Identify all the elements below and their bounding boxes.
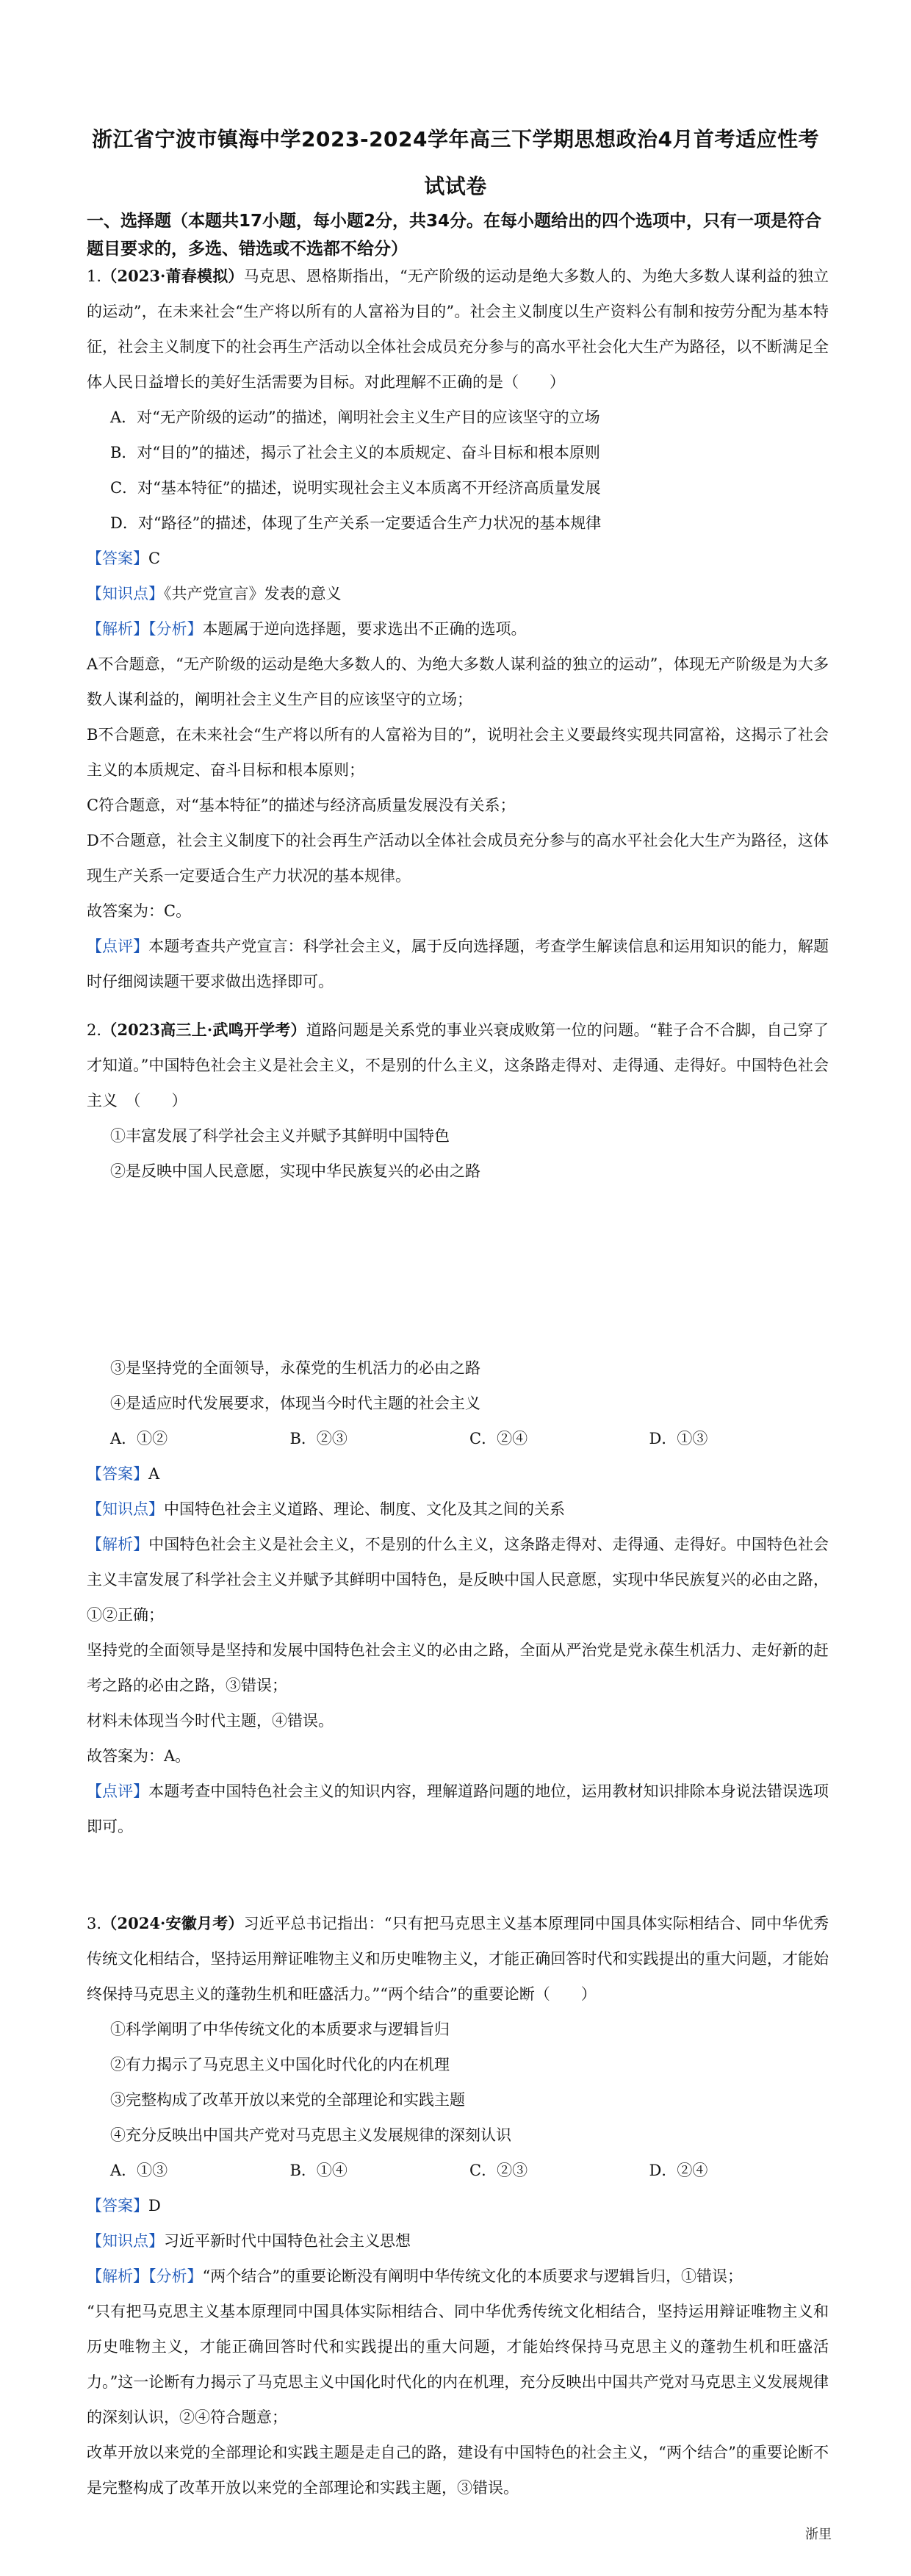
q3-options bbox=[87, 2153, 829, 2188]
page-footer: 浙里 bbox=[805, 2527, 832, 2542]
q2-option-d: D．①③ bbox=[649, 1430, 708, 1447]
q3-analysis-line: “只有把马克思主义基本原理同中国具体实际相结合、同中华优秀传统文化相结合，坚持运用辩证唯物主义和历史唯物主义，才能正确回答时代和实践提出的重大问题，才能始终保持马克思主义的蓬勃生机和旺盛活力。”这一论断有力揭示了马克思主义中国化时代化的内在机理，充分反映出中国共产党对马克思主义发展规律的深刻认识，②④符合题意； bbox=[87, 2303, 829, 2426]
q2-option-c: C．②④ bbox=[469, 1430, 528, 1447]
q1-analysis-line: C符合题意，对“基本特征”的描述与经济高质量发展没有关系； bbox=[87, 796, 516, 814]
section-heading: 一、选择题（本题共17小题，每小题2分，共34分。在每小题给出的四个选项中，只有一项是符合题目要求的，多选、错选或不选都不给分） bbox=[87, 212, 822, 259]
q3-option-a: A．①③ bbox=[110, 2162, 168, 2179]
q2-knowledge: 【知识点】中国特色社会主义道路、理论、制度、文化及其之间的关系 bbox=[87, 1500, 565, 1518]
q1-option-b: B．对“目的”的描述，揭示了社会主义的本质规定、奋斗目标和根本原则 bbox=[110, 444, 600, 461]
q3-item-3: ③完整构成了改革开放以来党的全部理论和实践主题 bbox=[110, 2091, 465, 2109]
question-2 bbox=[87, 1012, 829, 1189]
q1-comment: 【点评】本题考查共产党宣言：科学社会主义，属于反向选择题，考查学生解读信息和运用知识的能力，解题时仔细阅读题干要求做出选择即可。 bbox=[87, 938, 829, 990]
q3-option-d: D．②④ bbox=[649, 2162, 708, 2179]
q3-option-b: B．①④ bbox=[289, 2162, 348, 2179]
q2-answer: 【答案】A bbox=[87, 1465, 160, 1483]
q3-item-2: ②有力揭示了马克思主义中国化时代化的内在机理 bbox=[110, 2056, 450, 2073]
question-2-continued bbox=[87, 1350, 829, 1844]
q2-options bbox=[87, 1421, 829, 1456]
question-1-stem: 1.（2023·莆春模拟）马克思、恩格斯指出，“无产阶级的运动是绝大多数人的、为绝大多数人谋利益的独立的运动”，在未来社会“生产将以所有的人富裕为目的”。社会主义制度以生产资料公有制和按劳分配为基本特征，社会主义制度下的社会再生产活动以全体社会成员充分参与的高水平社会化大生产为路径，以不断满足全体人民日益增长的美好生活需要为目标。对此理解不正确的是（ ） bbox=[87, 267, 829, 391]
q2-item-3: ③是坚持党的全面领导，永葆党的生机活力的必由之路 bbox=[110, 1359, 480, 1377]
q1-option-c: C．对“基本特征”的描述，说明实现社会主义本质离不开经济高质量发展 bbox=[110, 479, 601, 497]
q1-conclusion: 故答案为：C。 bbox=[87, 902, 192, 920]
q1-analysis-line: D不合题意，社会主义制度下的社会再生产活动以全体社会成员充分参与的高水平社会化大生产为路径，这体现生产关系一定要适合生产力状况的基本规律。 bbox=[87, 832, 829, 885]
q3-option-c: C．②③ bbox=[469, 2162, 528, 2179]
exam-title-line1: 浙江省宁波市镇海中学2023-2024学年高三下学期思想政治4月首考适应性考 bbox=[92, 127, 819, 151]
q2-analysis-line: 坚持党的全面领导是坚持和发展中国特色社会主义的必由之路，全面从严治党是党永葆生机活力、走好新的赶考之路的必由之路，③错误； bbox=[87, 1641, 829, 1694]
q1-analysis-intro: 【解析】【分析】本题属于逆向选择题，要求选出不正确的选项。 bbox=[87, 620, 527, 638]
q3-analysis-line: 改革开放以来党的全部理论和实践主题是走自己的路，建设有中国特色的社会主义，“两个结合”的重要论断不是完整构成了改革开放以来党的全部理论和实践主题，③错误。 bbox=[87, 2444, 829, 2497]
q1-analysis-line: A不合题意，“无产阶级的运动是绝大多数人的、为绝大多数人谋利益的独立的运动”，体现无产阶级是为大多数人谋利益的，阐明社会主义生产目的应该坚守的立场； bbox=[87, 655, 829, 708]
q2-option-b: B．②③ bbox=[289, 1430, 348, 1447]
question-2-stem: 2.（2023高三上·武鸣开学考）道路问题是关系党的事业兴衰成败第一位的问题。“鞋子合不合脚，自己穿了才知道。”中国特色社会主义是社会主义，不是别的什么主义，这条路走得对、走得通、走得好。中国特色社会主义 （ ） bbox=[87, 1021, 829, 1109]
q3-knowledge: 【知识点】习近平新时代中国特色社会主义思想 bbox=[87, 2232, 411, 2250]
q3-item-1: ①科学阐明了中华传统文化的本质要求与逻辑旨归 bbox=[110, 2021, 450, 2038]
q2-item-1: ①丰富发展了科学社会主义并赋予其鲜明中国特色 bbox=[110, 1127, 450, 1145]
q2-item-4: ④是适应时代发展要求，体现当今时代主题的社会主义 bbox=[110, 1395, 480, 1412]
question-1 bbox=[87, 259, 829, 999]
q2-analysis-intro: 【解析】中国特色社会主义是社会主义，不是别的什么主义，这条路走得对、走得通、走得好。中国特色社会主义丰富发展了科学社会主义并赋予其鲜明中国特色，是反映中国人民意愿，实现中华民族复兴的必由之路，①②正确； bbox=[87, 1536, 829, 1624]
q2-comment: 【点评】本题考查中国特色社会主义的知识内容，理解道路问题的地位，运用教材知识排除本身说法错误选项即可。 bbox=[87, 1782, 829, 1835]
q1-analysis-line: B不合题意，在未来社会“生产将以所有的人富裕为目的”，说明社会主义要最终实现共同富裕，这揭示了社会主义的本质规定、奋斗目标和根本原则； bbox=[87, 726, 829, 779]
q1-knowledge: 【知识点】《共产党宣言》发表的意义 bbox=[87, 585, 342, 602]
exam-title-line2: 试试卷 bbox=[424, 174, 487, 198]
q3-analysis-intro: 【解析】【分析】“两个结合”的重要论断没有阐明中华传统文化的本质要求与逻辑旨归，①错误； bbox=[87, 2267, 743, 2285]
q2-option-a: A．①② bbox=[110, 1430, 168, 1447]
q3-item-4: ④充分反映出中国共产党对马克思主义发展规律的深刻认识 bbox=[110, 2126, 511, 2144]
q2-item-2: ②是反映中国人民意愿，实现中华民族复兴的必由之路 bbox=[110, 1162, 480, 1180]
question-3 bbox=[87, 1906, 829, 2505]
q3-answer: 【答案】D bbox=[87, 2197, 161, 2215]
q1-option-a: A．对“无产阶级的运动”的描述，阐明社会主义生产目的应该坚守的立场 bbox=[110, 409, 600, 426]
q1-option-d: D．对“路径”的描述，体现了生产关系一定要适合生产力状况的基本规律 bbox=[110, 514, 602, 532]
question-3-stem: 3.（2024·安徽月考）习近平总书记指出：“只有把马克思主义基本原理同中国具体实际相结合、同中华优秀传统文化相结合，坚持运用辩证唯物主义和历史唯物主义，才能正确回答时代和实践提出的重大问题，才能始终保持马克思主义的蓬勃生机和旺盛活力。”“两个结合”的重要论断（ ） bbox=[87, 1914, 829, 2003]
q2-conclusion: 故答案为：A。 bbox=[87, 1747, 191, 1765]
q2-analysis-line: 材料未体现当今时代主题，④错误。 bbox=[87, 1712, 334, 1730]
q1-answer: 【答案】C bbox=[87, 550, 161, 567]
